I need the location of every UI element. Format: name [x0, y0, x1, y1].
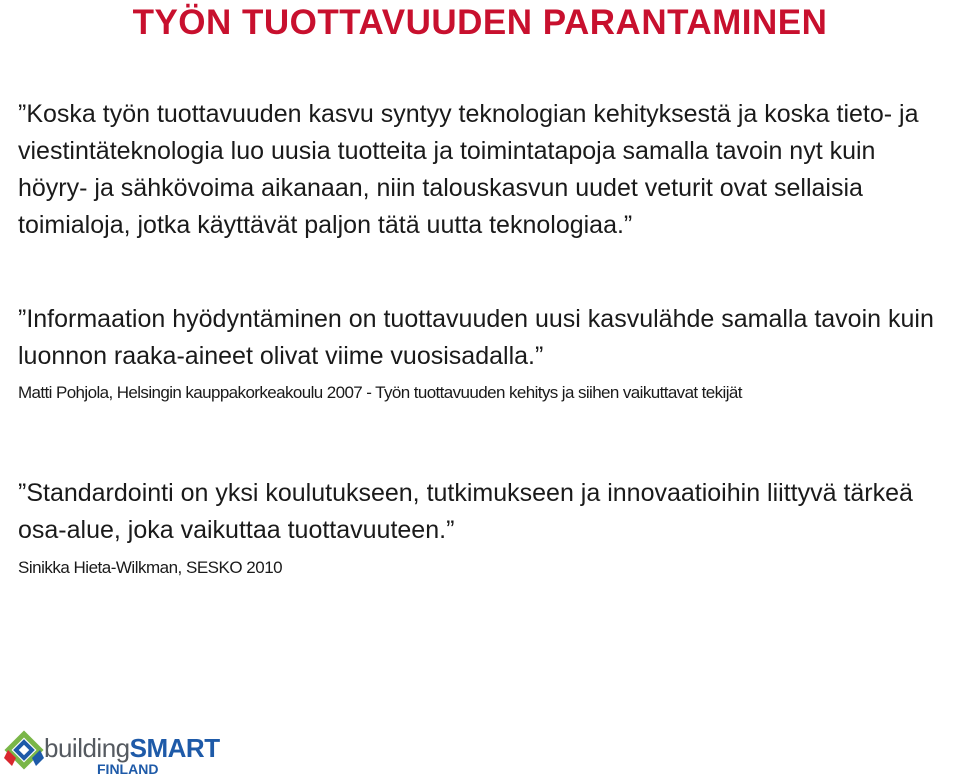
quote-attribution-hieta-wilkman: Sinikka Hieta-Wilkman, SESKO 2010: [18, 558, 283, 577]
quote-attribution-pohjola: Matti Pohjola, Helsingin kauppakorkeakoulu 2007 - Työn tuottavuuden kehitys ja siihen vaikuttavat tekijät: [18, 383, 742, 402]
quote-standardization: ”Standardointi on yksi koulutukseen, tutkimukseen ja innovaatioihin liittyvä tärkeä osa-alue, joka vaikuttaa tuottavuuteen.”: [18, 479, 913, 544]
logo-wordmark: [44, 733, 220, 764]
page-title: TYÖN TUOTTAVUUDEN PARANTAMINEN: [132, 3, 828, 42]
logo-country: FINLAND: [97, 761, 159, 777]
buildingsmart-finland-logo: [4, 730, 220, 777]
logo-word-smart: SMART: [129, 733, 220, 763]
logo-word-building: building: [44, 733, 130, 763]
quote-technology: ”Koska työn tuottavuuden kasvu syntyy teknologian kehityksestä ja koska tieto- ja viestintäteknologia luo uusia tuotteita ja toimintatapoja samalla tavoin nyt kuin höyry- ja sähkövoima aikanaan, niin talouskasvun uudet veturit ovat sellaisia toimialoja, jotka käyttävät paljon tätä uutta teknologiaa.”: [18, 100, 919, 239]
buildingsmart-logo-mark-icon: [4, 730, 44, 774]
quote-information: ”Informaation hyödyntäminen on tuottavuuden uusi kasvulähde samalla tavoin kuin luonnon raaka-aineet olivat viime vuosisadalla.”: [18, 305, 934, 370]
